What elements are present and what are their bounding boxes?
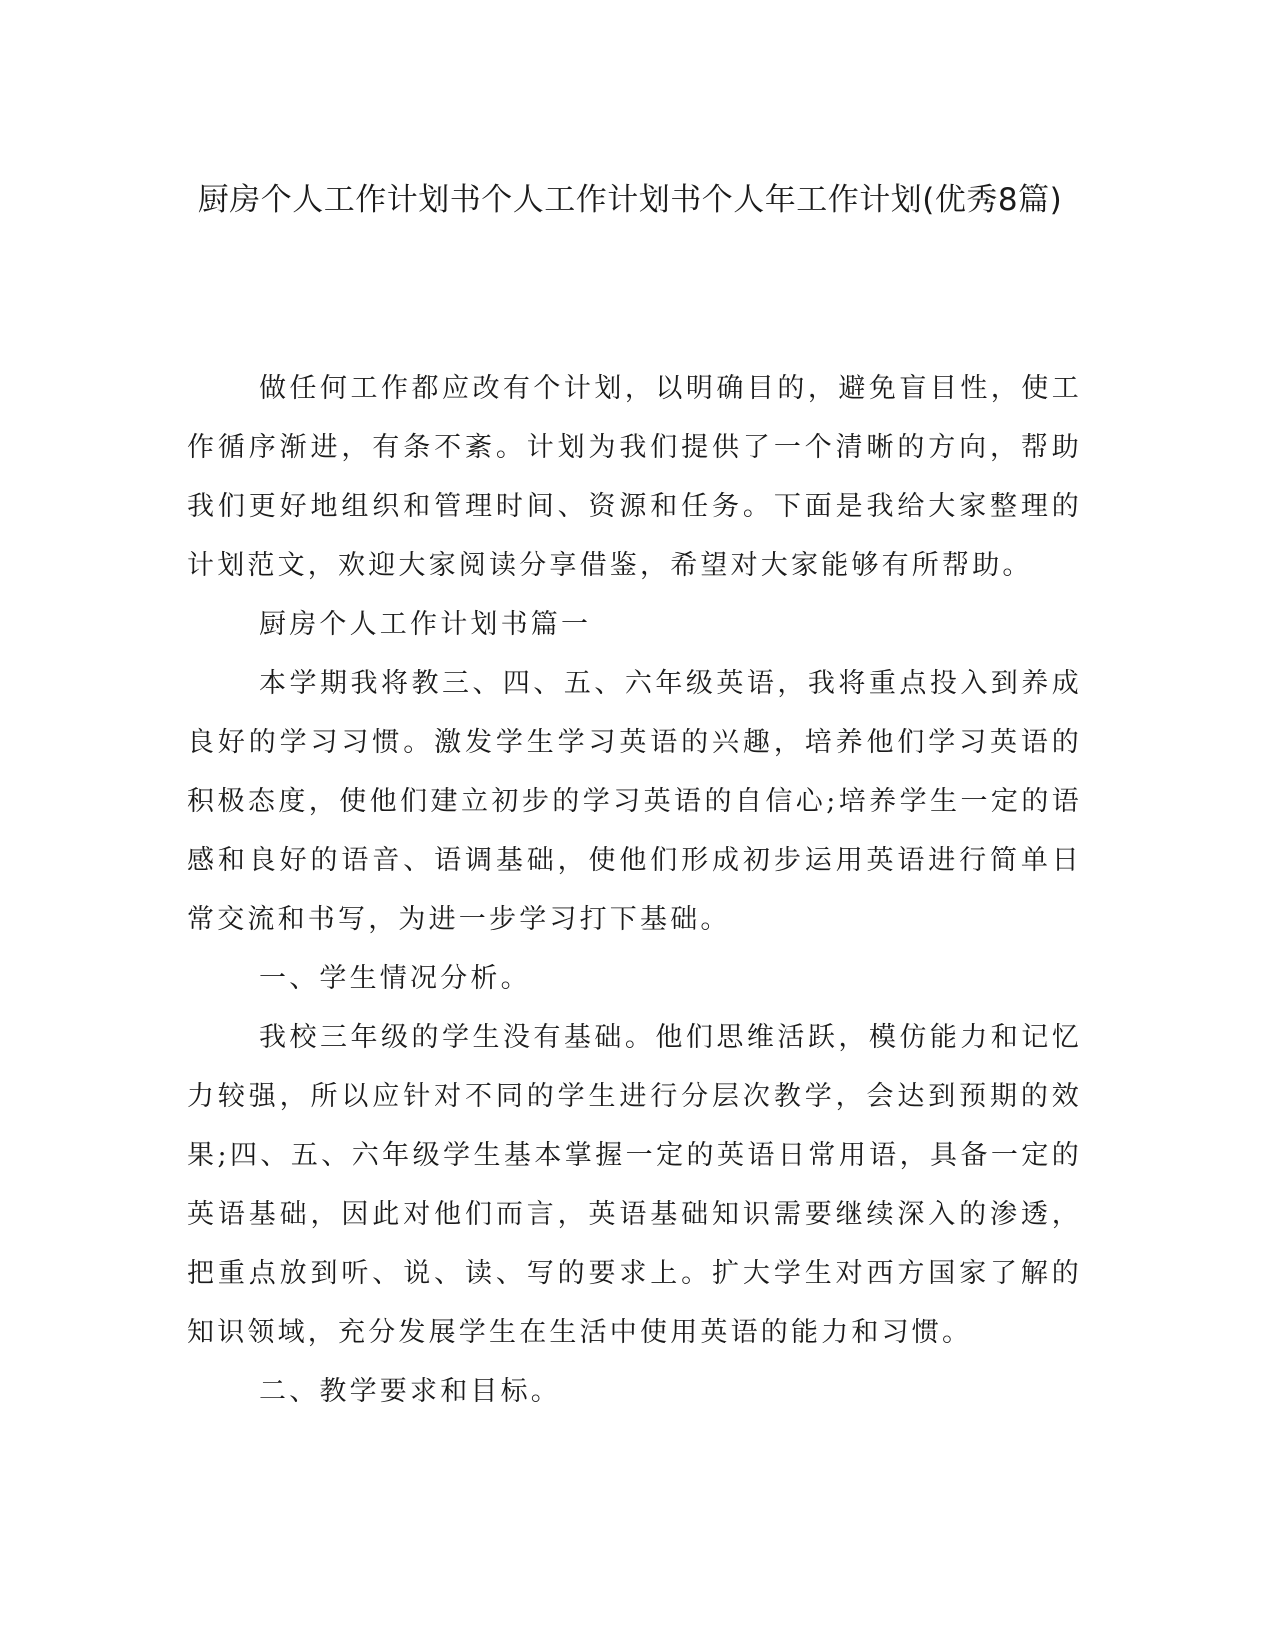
document-title: 厨房个人工作计划书个人工作计划书个人年工作计划(优秀8篇)	[197, 182, 1063, 218]
section-heading-part-one: 厨房个人工作计划书篇一	[259, 609, 592, 640]
document-body	[187, 359, 1082, 1421]
section-heading-teaching-goals: 二、教学要求和目标。	[259, 1376, 561, 1407]
paragraph-student-analysis: 我校三年级的学生没有基础。他们思维活跃，模仿能力和记忆力较强，所以应针对不同的学生进行分层次教学，会达到预期的效果;四、五、六年级学生基本掌握一定的英语日常用语，具备一定的英语基础，因此对他们而言，英语基础知识需要继续深入的渗透，把重点放到听、说、读、写的要求上。扩大学生对西方国家了解的知识领域，充分发展学生在生活中使用英语的能力和习惯。	[187, 1022, 1082, 1348]
paragraph-teaching-plan: 本学期我将教三、四、五、六年级英语，我将重点投入到养成良好的学习习惯。激发学生学习英语的兴趣，培养他们学习英语的积极态度，使他们建立初步的学习英语的自信心;培养学生一定的语感和良好的语音、语调基础，使他们形成初步运用英语进行简单日常交流和书写，为进一步学习打下基础。	[187, 668, 1082, 935]
section-heading-student-analysis: 一、学生情况分析。	[259, 963, 531, 994]
intro-paragraph: 做任何工作都应改有个计划，以明确目的，避免盲目性，使工作循序渐进，有条不紊。计划为我们提供了一个清晰的方向，帮助我们更好地组织和管理时间、资源和任务。下面是我给大家整理的计划范文，欢迎大家阅读分享借鉴，希望对大家能够有所帮助。	[187, 373, 1082, 581]
